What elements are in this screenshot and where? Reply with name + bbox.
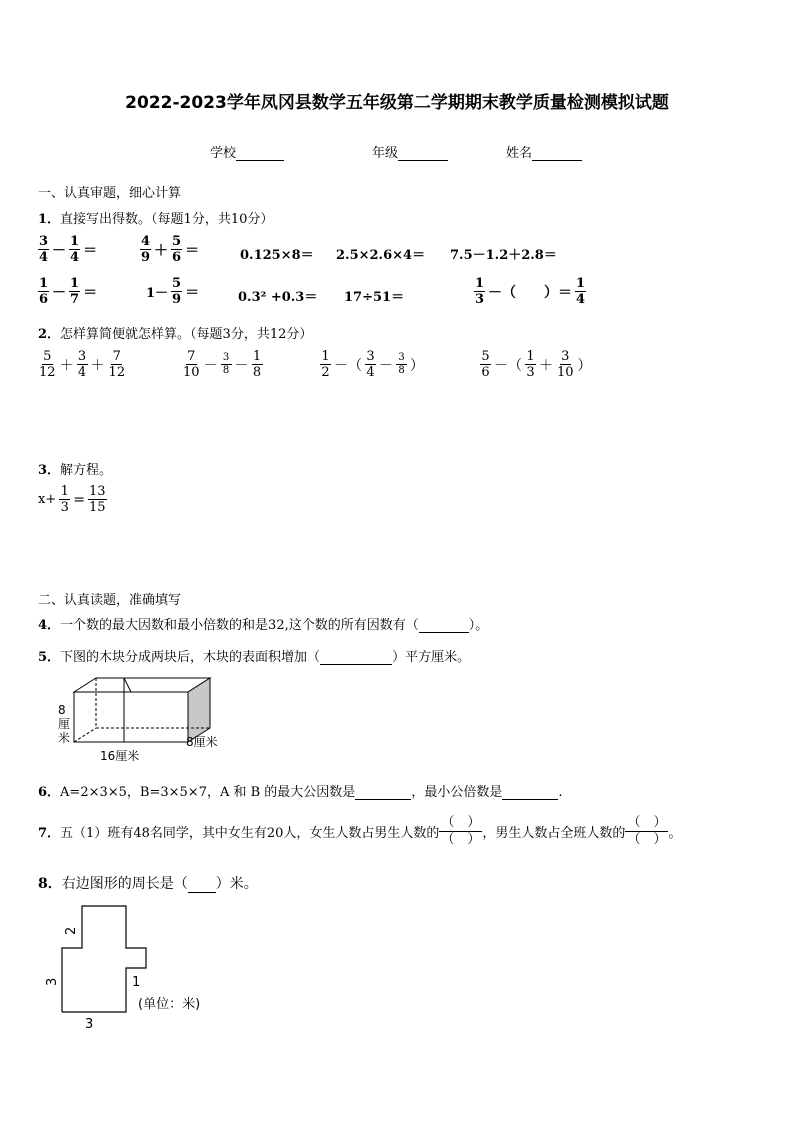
cuboid-width-label: 8厘米 <box>186 735 218 749</box>
question-8-text: 右边图形的周长是（ <box>61 876 188 892</box>
calc-1i: 17÷51＝ <box>344 290 405 305</box>
figure-label-1: 1 <box>132 975 141 990</box>
question-5-blank[interactable] <box>320 651 392 665</box>
question-7-blank-2[interactable]: $\frac{( )}{( )}$ <box>627 815 667 847</box>
name-blank[interactable] <box>532 147 582 161</box>
question-2 <box>38 323 312 342</box>
question-6-blank-1[interactable] <box>355 786 411 800</box>
calc-1f: $\frac{1}{6}$ － $\frac{1}{7}$ ＝ <box>39 276 98 307</box>
question-8-blank[interactable] <box>188 879 216 893</box>
calc-2a: $\frac{5}{12}$ ＋ $\frac{3}{4}$ ＋ $\frac{7}{12}$ <box>39 349 126 380</box>
question-4-blank[interactable] <box>419 619 469 633</box>
question-7-number: 7． <box>38 826 61 841</box>
grade-field <box>372 142 448 161</box>
question-7: 7． 五（1）班有48名同学，其中女生有20人，女生人数占男生人数的 $\frac{( )}{( )}$ ，男生人数占全班人数的 $\frac{( )}{( )}$ 。 <box>38 815 682 847</box>
question-8-number: 8． <box>38 876 62 892</box>
question-7-blank-1[interactable]: $\frac{( )}{( )}$ <box>441 815 481 847</box>
calc-2c: $\frac{1}{2}$ －（ $\frac{3}{4}$ － $\frac{3}{8}$ ） <box>321 349 424 380</box>
grade-blank[interactable] <box>398 147 448 161</box>
name-field <box>506 142 582 161</box>
calc-1j: $\frac{1}{3}$ －（ ）＝ $\frac{1}{4}$ <box>475 276 586 307</box>
question-2-number: 2． <box>38 327 61 342</box>
calc-1b: $\frac{4}{9}$ ＋ $\frac{5}{6}$ ＝ <box>141 234 200 265</box>
cuboid-length-label: 16厘米 <box>100 749 140 763</box>
equation: x+ $\frac{1}{3}$ = $\frac{13}{15}$ <box>38 484 106 515</box>
question-1-text: 直接写出得数。（每题1分，共10分） <box>60 212 274 227</box>
cuboid-height-label-2: 厘 <box>58 717 71 731</box>
perimeter-figure <box>38 900 228 1035</box>
calc-1d: 2.5×2.6×4＝ <box>336 248 426 263</box>
question-6-number: 6． <box>38 785 61 800</box>
figure-label-3-bottom: 3 <box>85 1017 94 1032</box>
calc-1c: 0.125×8＝ <box>240 248 314 263</box>
school-field <box>210 142 284 161</box>
grade-label: 年级 <box>372 146 399 161</box>
question-5-number: 5． <box>38 650 61 665</box>
figure-unit-label: (单位：米) <box>138 997 201 1012</box>
figure-label-3-left: 3 <box>45 977 60 986</box>
question-4-number: 4． <box>38 618 61 633</box>
cuboid-height-label-3: 米 <box>58 731 71 745</box>
question-4: 4．一个数的最大因数和最小倍数的和是32,这个数的所有因数有（ ）。 <box>38 618 489 633</box>
question-3-number: 3． <box>38 463 61 478</box>
question-5: 5．下图的木块分成两块后，木块的表面积增加（ ）平方厘米。 <box>38 650 471 665</box>
page-title: 2022-2023学年凤冈县数学五年级第二学期期末教学质量检测模拟试题 <box>125 93 669 113</box>
question-6: 6．A=2×3×5，B=3×5×7，A 和 B 的最大公因数是 ，最小公倍数是 . <box>38 785 563 800</box>
section-1-heading: 一、认真审题，细心计算 <box>38 186 182 201</box>
calc-1a: $\frac{3}{4}$ － $\frac{1}{4}$ ＝ <box>39 234 98 265</box>
calc-1h: 0.3² +0.3＝ <box>238 290 318 305</box>
cuboid-figure <box>52 672 232 764</box>
cuboid-height-label-1: 8 <box>58 703 66 717</box>
question-3-text: 解方程。 <box>60 463 113 478</box>
question-3 <box>38 459 112 478</box>
question-1-number: 1． <box>38 212 61 227</box>
question-8: 8．右边图形的周长是（ ）米。 <box>38 876 258 892</box>
section-2-heading: 二、认真读题，准确填写 <box>38 593 182 608</box>
question-7-text-1: 五（1）班有48名同学，其中女生有20人，女生人数占男生人数的 <box>60 826 440 841</box>
name-label: 姓名 <box>506 146 533 161</box>
figure-label-2: 2 <box>64 926 79 935</box>
calc-2d: $\frac{5}{6}$ －（ $\frac{1}{3}$ ＋ $\frac{3}{10}$ ） <box>481 349 592 380</box>
question-7-text-2: ，男生人数占全班人数的 <box>482 826 626 841</box>
calc-1g: 1－ $\frac{5}{9}$ ＝ <box>146 276 200 307</box>
question-4-text: 一个数的最大因数和最小倍数的和是32,这个数的所有因数有（ <box>60 618 419 633</box>
question-1 <box>38 208 273 227</box>
school-blank[interactable] <box>236 147 284 161</box>
calc-2b: $\frac{7}{10}$ － $\frac{3}{8}$ － $\frac{1}{8}$ <box>183 349 262 380</box>
question-5-text: 下图的木块分成两块后，木块的表面积增加（ <box>60 650 321 665</box>
calc-1e: 7.5－1.2＋2.8＝ <box>450 248 557 263</box>
school-label: 学校 <box>210 146 237 161</box>
question-6-text: A=2×3×5，B=3×5×7，A 和 B 的最大公因数是 <box>60 785 356 800</box>
question-2-text: 怎样算简便就怎样算。（每题3分，共12分） <box>60 327 313 342</box>
question-6-blank-2[interactable] <box>502 786 558 800</box>
